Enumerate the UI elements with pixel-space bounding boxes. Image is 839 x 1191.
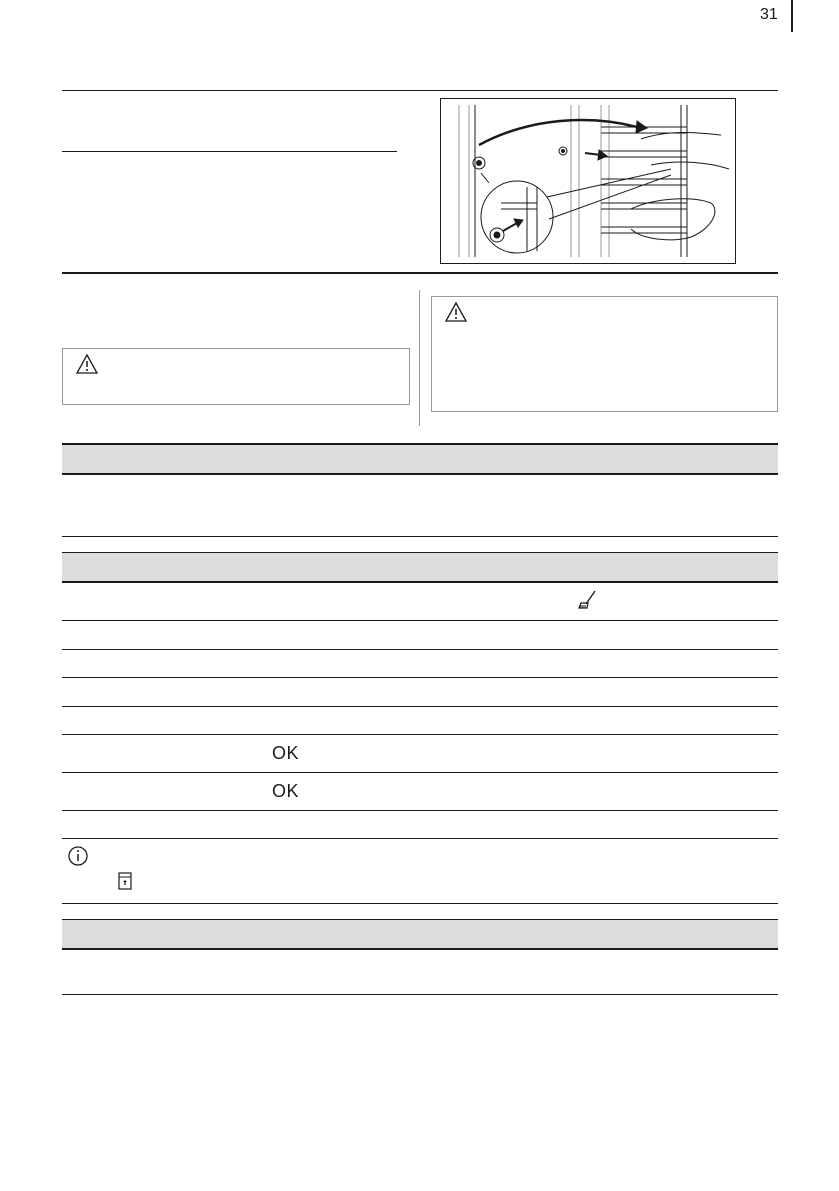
- left-column-rule: [62, 151, 397, 152]
- table2-row3-rule: [62, 677, 778, 678]
- ok-button-glyph-2: OK: [272, 781, 300, 801]
- table2-row6-rule: [62, 772, 778, 773]
- table2-header-rule: [62, 581, 778, 583]
- top-rule: [62, 90, 778, 91]
- column-divider: [419, 290, 420, 426]
- table3-header-rule: [62, 948, 778, 950]
- table2-row2-rule: [62, 649, 778, 650]
- shelf-support-drawing: [441, 99, 735, 263]
- warning-box-right: [431, 296, 778, 412]
- table2-row5-rule: [62, 734, 778, 735]
- table1-header-band: [62, 445, 778, 473]
- info-circle-icon: [67, 845, 89, 867]
- ok-button-glyph-1: OK: [272, 743, 300, 763]
- table2-row7-rule: [62, 810, 778, 811]
- table1-header-rule: [62, 473, 778, 475]
- table3-header-band: [62, 920, 778, 948]
- page-edge-marker: [791, 0, 793, 32]
- warning-triangle-icon: [75, 353, 99, 375]
- table2-row4-rule: [62, 706, 778, 707]
- table2-row1-rule: [62, 620, 778, 621]
- section-rule-1: [62, 272, 778, 274]
- door-lock-icon: [117, 872, 133, 890]
- table1-bottom-rule: [62, 536, 778, 537]
- table2-header-band: [62, 553, 778, 581]
- warning-triangle-icon: [444, 301, 468, 323]
- table3-bottom-rule: [62, 994, 778, 995]
- note-bottom-rule: [62, 903, 778, 904]
- table2-row8-rule: [62, 838, 778, 839]
- warning-box-left: [62, 348, 410, 405]
- page-number: 31: [760, 6, 778, 23]
- shelf-support-figure: [440, 98, 736, 264]
- cleaning-brush-icon: [577, 590, 599, 610]
